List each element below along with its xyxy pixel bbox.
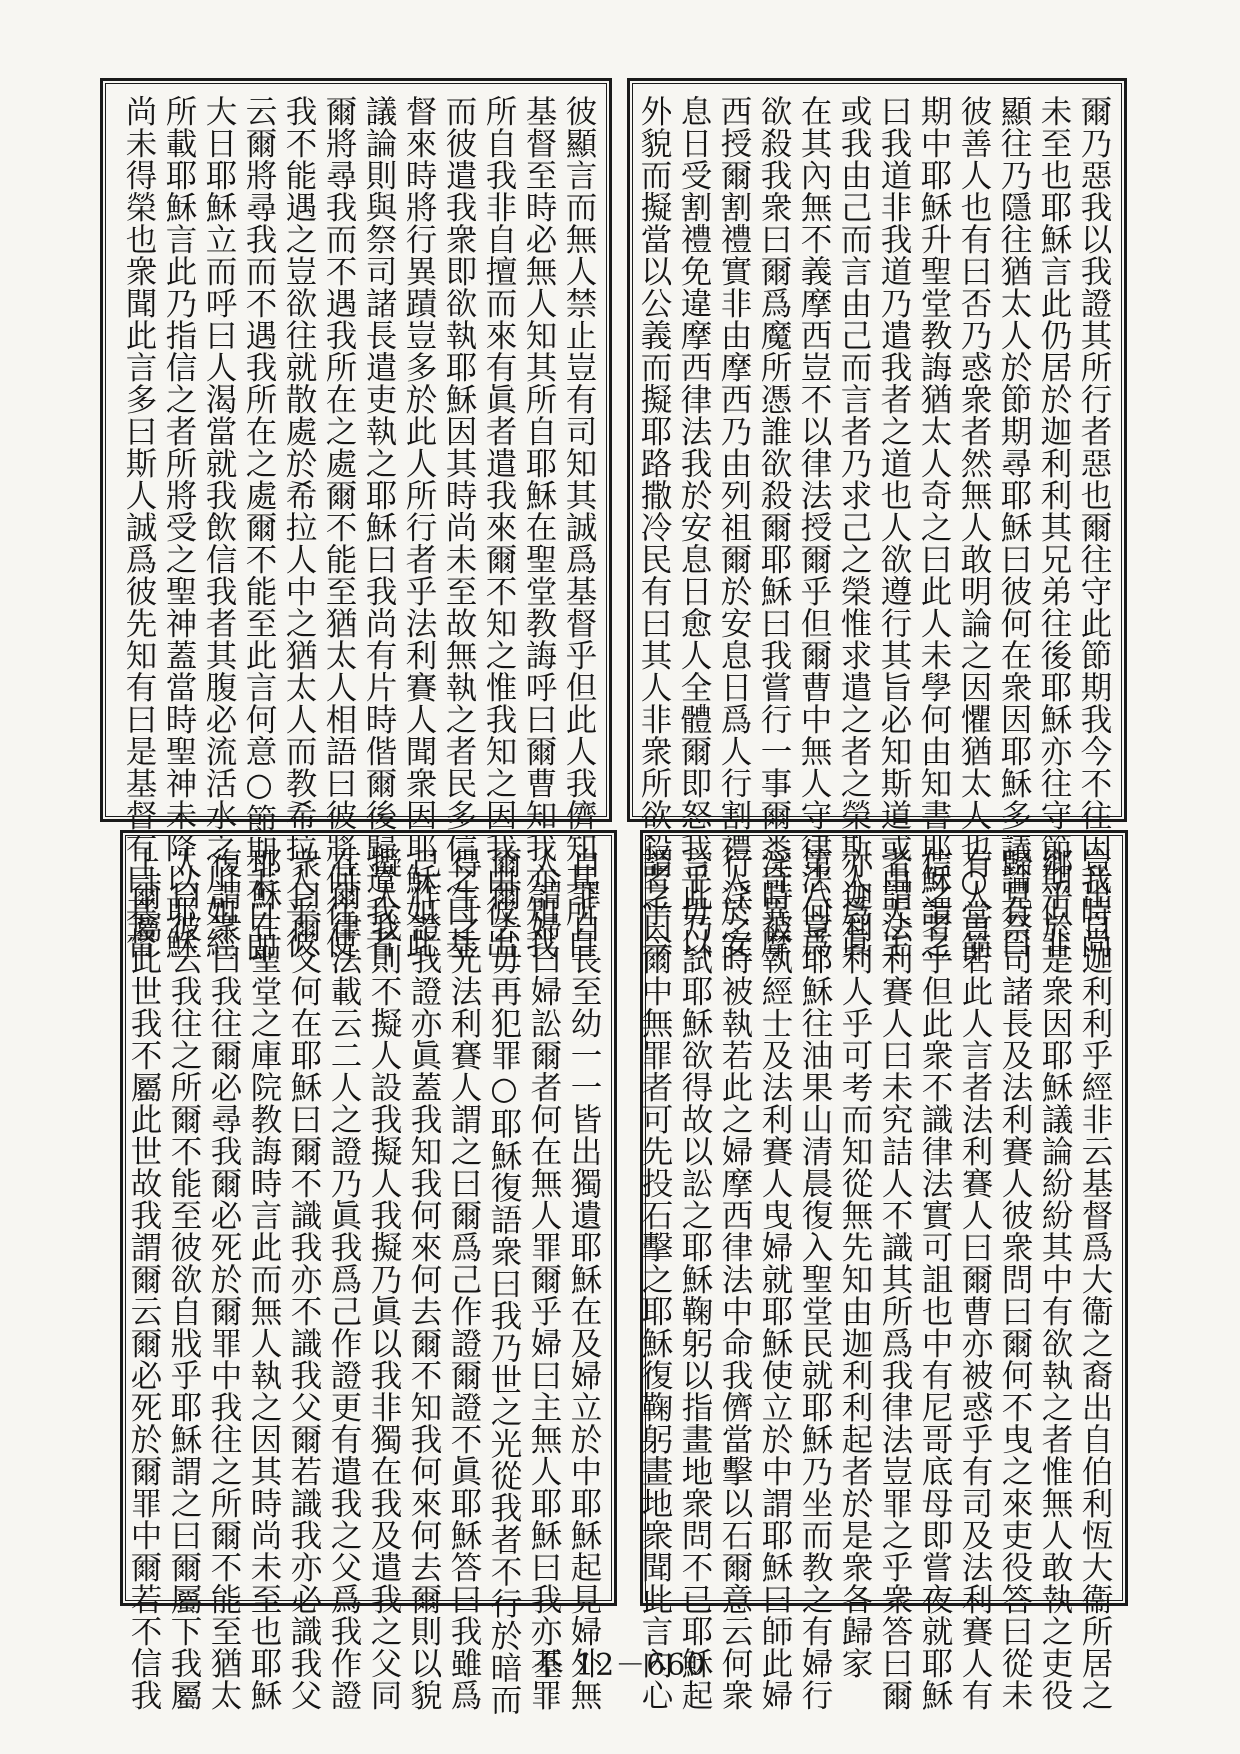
text-column: 顯往乃隱往猶太人於節期尋耶穌曰彼何在衆因耶穌多議論有曰: [996, 95, 1032, 959]
text-column: 謂之曰爾中無罪者可先投石擊之耶穌復鞠躬畫地衆聞此言內心: [637, 847, 673, 1711]
text-column: 息日受割禮免違摩西律法我於安息日愈人全體爾即怒我乎毋以: [676, 95, 712, 959]
text-column: 行淫之時被執若此之婦摩西律法中命我儕當擊以石爾意云何衆: [717, 847, 753, 1711]
text-column: 基督至時必無人知其所自耶穌在聖堂教誨呼曰爾曹知我亦知我: [521, 95, 557, 959]
text-column: 所載耶穌言此乃指信之者所將受之聖神蓋當時聖神未降以耶穌: [161, 95, 197, 959]
text-columns: [636, 95, 1114, 964]
text-column: 所自我非自擅而來有眞者遣我來爾不知之惟我知之因我由彼出: [481, 95, 517, 959]
text-column: 在其內無不義摩西豈不以律法授爾乎但爾曹中無人守律法何爲: [796, 95, 832, 959]
text-column: 督來時將行異蹟豈多於此人所行者乎法利賽人聞衆因耶穌如此: [401, 95, 437, 959]
text-columns: [637, 847, 1115, 1711]
text-column: 外貌而擬當以公義而擬耶路撒冷民有曰其人非衆所欲殺者乎今: [636, 95, 672, 959]
text-column: 第八章耶穌往油果山清晨復入聖堂民就耶穌乃坐而教之有婦行: [797, 847, 833, 1711]
text-column: 豈出自迦利利乎經非云基督爲大衞之裔出自伯利恆大衞所居之: [1077, 847, 1113, 1711]
text-column: 而彼遣我衆即欲執耶穌因其時尚未至故無執之者民多信之曰基: [441, 95, 477, 959]
page-panel-bottom-right: [637, 830, 1128, 1711]
text-column: 欲殺我衆曰爾爲魔所憑誰欲殺爾耶穌曰我嘗行一事爾悉奇異摩: [756, 95, 792, 959]
text-column: 爾爾去毋再犯罪○耶穌復語衆曰我乃世之光從我者不行於暗而: [486, 847, 522, 1716]
text-column: 淫時被執經士及法利賽人曳婦就耶穌使立於中謂耶穌曰師此婦: [757, 847, 793, 1711]
page-number: 基 12－660: [533, 1648, 707, 1683]
text-column: 大日耶穌立而呼曰人渴當就我飲信我者其腹必流活水之川如經: [201, 95, 237, 959]
page-panel-top-right: [627, 78, 1127, 964]
text-column: 人謂婦曰婦訟爾者何在無人罪爾乎婦曰主無人耶穌曰我亦不罪: [526, 847, 562, 1711]
text-column: 彼善人也有曰否乃惑衆者然無人敢明論之因懼猶太人也○當節: [956, 95, 992, 964]
text-column: 歸見祭司諸長及法利賽人彼衆問曰爾何不曳之來吏役答曰從未: [997, 847, 1033, 1711]
text-column: 云爾將尋我而不遇我所在之處爾不能至此言何意○節期末日即: [241, 95, 277, 964]
text-column: 曰我道非我道乃遣我者之道也人欲遵行其旨必知斯道或由天主: [876, 95, 912, 959]
text-columns: [113, 95, 599, 964]
text-column: 在爾律法載云二人之證乃眞我爲己作證更有遣我之父爲我作證: [326, 847, 362, 1711]
text-column: 耶穌在聖堂之庫院教誨時言此而無人執之因其時尚未至也耶穌: [246, 847, 282, 1711]
text-column: 得生之光法利賽人謂之曰爾爲己作證爾證不眞耶穌答曰我雖爲: [446, 847, 482, 1711]
text-column: 言此乃試耶穌欲得故以訟之耶穌鞠躬以指畫地衆問不已耶穌起: [677, 847, 713, 1711]
text-column: 有人言若此人言者法利賽人曰爾曹亦被惑乎有司及法利賽人有: [957, 847, 993, 1711]
text-column: 人曰彼云我往之所爾不能至彼欲自戕乎耶穌謂之曰爾屬下我屬: [166, 847, 202, 1711]
text-column: 未至也耶穌言此仍居於迦利利其兄弟往後耶穌亦往守節期但非: [1036, 95, 1072, 959]
text-column: 議論則與祭司諸長遣吏執之耶穌曰我尚有片時偕爾後歸遣我者: [361, 95, 397, 959]
text-column: 期中耶穌升聖堂教誨猶太人奇之曰此人未學何由知書耶穌謂之: [916, 95, 952, 959]
text-column: 己作證我證亦眞蓋我知我何來何去爾不知我何來何去爾則以貌: [406, 847, 442, 1711]
text-column: 尚未得榮也衆聞此言多曰斯人誠爲彼先知有曰是基督有曰基督: [121, 95, 157, 959]
text-column: 復謂衆曰我往爾必尋我爾必死於爾罪中我往之所爾不能至猶太: [206, 847, 242, 1711]
text-column: 信之者乎但此衆不識律法實可詛也中有尼哥底母即嘗夜就耶穌: [917, 847, 953, 1711]
text-column: 爾乃惡我以我證其所行者惡也爾往守此節期我今不往因我時尚: [1076, 95, 1112, 959]
text-column: 亦迦利利人乎可考而知從無先知由迦利利起者於是衆各歸家: [837, 847, 873, 1679]
text-column: 或我由己而言由己而言者乃求己之榮惟求遣之者之榮斯人爲眞: [836, 95, 872, 959]
page-panel-bottom-left: [120, 830, 617, 1716]
text-column: 鄉乎於是衆因耶穌議論紛紛其中有欲執之者惟無人敢執之吏役: [1037, 847, 1073, 1711]
page-panel-top-left: [100, 78, 612, 964]
text-column: 彼顯言而無人禁止豈有司知其誠爲基督乎但此人我儕知其所自: [561, 95, 597, 959]
text-column: 自罪自長至幼一一皆出獨遺耶穌在及婦立於中耶穌起見婦外無: [566, 847, 602, 1711]
text-column: 我不能遇之豈欲往就散處於希拉人中之猶太人而教希拉人乎彼: [281, 95, 317, 959]
text-column: 爾將尋我而不遇我所在之處爾不能至猶太人相語曰彼將何往使: [321, 95, 357, 959]
text-column: 西授爾割禮實非由摩西乃由列祖爾於安息日爲人行割禮人於安: [716, 95, 752, 959]
text-column: 衆曰爾父何在耶穌曰爾不識我亦不識我父爾若識我亦必識我父: [286, 847, 322, 1711]
text-column: 者謂法利賽人曰未究詰人不識其所爲我律法豈罪之乎衆答曰爾: [877, 847, 913, 1711]
text-columns: [126, 847, 604, 1716]
text-column: 擬人我則不擬人設我擬人我擬乃眞以我非獨在我及遣我之父同: [366, 847, 402, 1711]
text-column: 上爾屬此世我不屬此世故我謂爾云爾必死於爾罪中爾若不信我: [126, 847, 162, 1711]
